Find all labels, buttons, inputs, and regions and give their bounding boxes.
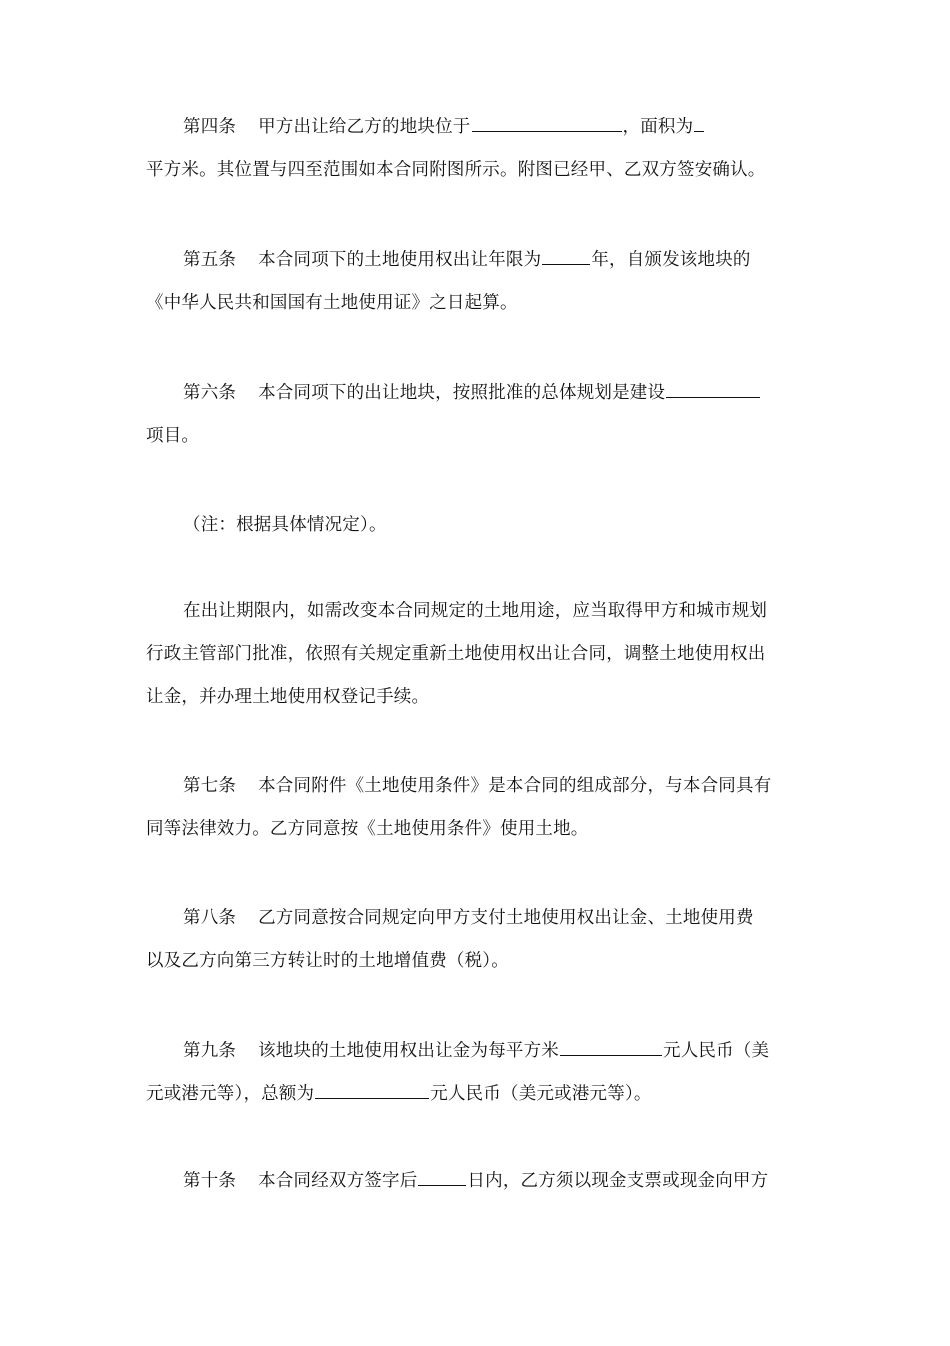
article-9-line-2 (146, 1073, 816, 1116)
article-4 (146, 106, 816, 192)
article-6-line-1 (146, 372, 816, 415)
article-5-line-1 (146, 239, 816, 282)
article-4-line-1 (146, 106, 816, 149)
article-10-text: 本合同经双方签字后 (258, 1171, 418, 1191)
location-blank (472, 116, 622, 132)
article-8-line-2: 以及乙方向第三方转让时的土地增值费（税）。 (146, 951, 509, 971)
article-6-text: 本合同项下的出让地块，按照批准的总体规划是建设 (258, 383, 666, 403)
article-5 (146, 239, 816, 325)
article-6-label: 第六条 (183, 383, 237, 403)
total-amount-blank (315, 1083, 429, 1099)
land-use-change-line-2: 行政主管部门批准，依照有关规定重新土地使用权出让合同，调整土地使用权出 (146, 644, 766, 664)
article-6 (146, 372, 816, 458)
article-7-line-2: 同等法律效力。乙方同意按《土地使用条件》使用土地。 (146, 819, 589, 839)
unit-price-blank (560, 1040, 662, 1056)
article-9-text: 该地块的土地使用权出让金为每平方米 (258, 1041, 560, 1061)
article-4-label: 第四条 (183, 117, 237, 137)
article-6-line-2: 项目。 (146, 426, 200, 446)
article-10-label: 第十条 (183, 1171, 237, 1191)
article-7-label: 第七条 (183, 776, 237, 796)
article-4-text: 甲方出让给乙方的地块位于 (258, 117, 471, 137)
article-10-text-end: 日内，乙方须以现金支票或现金向甲方 (467, 1171, 769, 1191)
article-10-line-1 (146, 1160, 816, 1203)
article-9-text-end: 元人民币（美 (663, 1041, 770, 1061)
article-9-line-2-end: 元人民币（美元或港元等）。 (430, 1084, 652, 1104)
article-9 (146, 1030, 816, 1116)
article-7-line-1 (146, 765, 816, 808)
article-8 (146, 897, 816, 983)
article-5-line-2: 《中华人民共和国国有土地使用证》之日起算。 (146, 293, 518, 313)
article-8-text: 乙方同意按合同规定向甲方支付土地使用权出让金、土地使用费 (258, 908, 754, 928)
note-text: （注：根据具体情况定）。 (183, 515, 387, 535)
article-9-line-2-start: 元或港元等），总额为 (146, 1084, 315, 1104)
article-5-label: 第五条 (183, 250, 237, 270)
article-9-line-1 (146, 1030, 816, 1073)
article-8-label: 第八条 (183, 908, 237, 928)
article-8-line-1 (146, 897, 816, 940)
land-use-change-paragraph (146, 590, 816, 719)
article-4-area-text: ，面积为 (622, 117, 694, 137)
article-4-line-2: 平方米。其位置与四至范围如本合同附图所示。附图已经甲、乙双方签安确认。 (146, 160, 766, 180)
note (146, 504, 816, 547)
article-5-text: 本合同项下的土地使用权出让年限为 (258, 250, 542, 270)
land-use-change-line-3: 让金，并办理土地使用权登记手续。 (146, 687, 430, 707)
project-blank (666, 382, 760, 398)
article-7-text: 本合同附件《土地使用条件》是本合同的组成部分，与本合同具有 (258, 776, 772, 796)
article-10 (146, 1160, 816, 1203)
area-blank (694, 116, 704, 132)
article-5-text-end: 年，自颁发该地块的 (591, 250, 751, 270)
term-years-blank (542, 249, 590, 265)
article-7 (146, 765, 816, 851)
article-9-label: 第九条 (183, 1041, 237, 1061)
payment-days-blank (418, 1170, 466, 1186)
land-use-change-line-1: 在出让期限内，如需改变本合同规定的土地用途，应当取得甲方和城市规划 (183, 601, 768, 621)
